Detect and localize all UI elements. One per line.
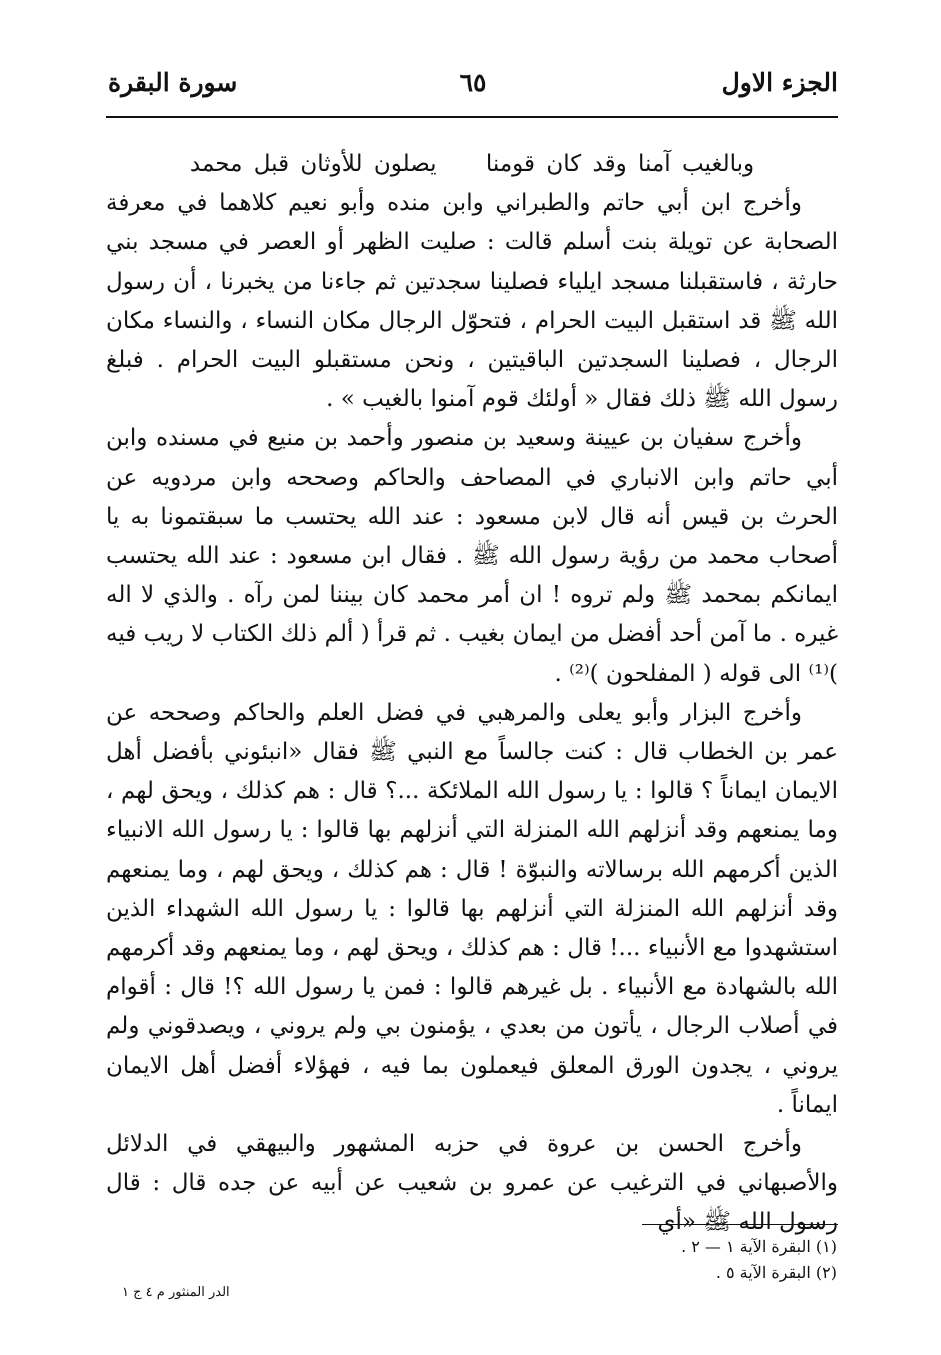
paragraph-3: وأخرج البزار وأبو يعلى والمرهبي في فضل العلم والحاكم وصححه عن عمر بن الخطاب قال : كنت جالساً مع النبي ﷺ فقال «انبئوني بأفضل أهل الايمان ايماناً ؟ قالوا : يا رسول الله الملائكة ...؟ قال : هم كذلك ، ويحق لهم ، وما يمنعهم وقد أنزلهم الله المنزلة التي أنزلهم بها قالوا : يا رسول الله الانبياء الذين أكرمهم الله برسالاته والنبوّة ! قال : هم كذلك ، ويحق لهم ، وما يمنعهم وقد أنزلهم الله المنزلة التي أنزلهم بها قالوا : يا رسول الله الشهداء الذين استشهدوا مع الأنبياء ...! قال : هم كذلك ، ويحق لهم ، وما يمنعهم وقد أكرمهم الله بالشهادة مع الأنبياء . بل غيرهم قالوا : فمن يا رسول الله ؟! قال : أقوام في أصلاب الرجال ، يأتون من بعدي ، يؤمنون بي ولم يروني ، ويصدقوني ولم يروني ، يجدون الورق المعلق فيعملون بما فيه ، فهؤلاء أفضل أهل الايمان ايماناً . (106, 699, 838, 1118)
paragraph-2: وأخرج سفيان بن عيينة وسعيد بن منصور وأحمد بن منيع في مسنده وابن أبي حاتم وابن الانباري في المصاحف والحاكم وصححه وابن مردويه عن الحرث بن قيس أنه قال لابن مسعود : عند الله يحتسب ما سبقتمونا به يا أصحاب محمد من رؤية رسول الله ﷺ . فقال ابن مسعود : عند الله يحتسب ايمانكم بمحمد ﷺ ولم تروه ! ان أمر محمد كان بيننا لمن رآه . والذي لا اله غيره . ما آمن أحد أفضل من ايمان بغيب . ثم قرأ ( ألم ذلك الكتاب لا ريب فيه )⁽¹⁾ الى قوله ( المفلحون )⁽²⁾ . (106, 425, 838, 687)
running-header (108, 68, 838, 108)
paragraph-1: وأخرج ابن أبي حاتم والطبراني وابن منده وأبو نعيم كلاهما في معرفة الصحابة عن تويلة بنت أسلم قالت : صليت الظهر أو العصر في مسجد بني حارثة ، فاستقبلنا مسجد ايلياء فصلينا سجدتين ثم جاءنا من يخبرنا ، أن رسول الله ﷺ قد استقبل البيت الحرام ، فتحوّل الرجال مكان النساء ، والنساء مكان الرجال ، فصلينا السجدتين الباقيتين ، ونحن مستقبلو البيت الحرام . فبلغ رسول الله ﷺ ذلك فقال « أولئك قوم آمنوا بالغيب » . (106, 190, 838, 413)
surah-label: سورة البقرة (108, 68, 238, 97)
volume-label: الجزء الاول (721, 68, 838, 97)
footnote-2: (٢) البقرة الآية ٥ . (715, 1263, 837, 1282)
poem-hemistich-1: وبالغيب آمنا وقد كان قومنا (485, 151, 755, 177)
paragraph-4: وأخرج الحسن بن عروة في حزبه المشهور والبيهقي في الدلائل والأصبهاني في الترغيب عن عمرو بن شعيب عن أبيه عن جده قال : قال رسول الله ﷺ «أي (106, 1131, 838, 1236)
page-number: ٦٥ (459, 68, 487, 97)
poem-hemistich-2: يصلون للأوثان قبل محمد (189, 151, 437, 177)
header-rule (106, 116, 838, 118)
footnote-1: (١) البقرة الآية ١ — ٢ . (681, 1237, 837, 1256)
poem-verse (106, 145, 838, 184)
footnotes (477, 1234, 837, 1286)
footnote-rule (642, 1224, 838, 1225)
printer-signature: الدر المنثور م ٤ ج ١ (122, 1285, 230, 1300)
main-text (106, 145, 838, 1243)
